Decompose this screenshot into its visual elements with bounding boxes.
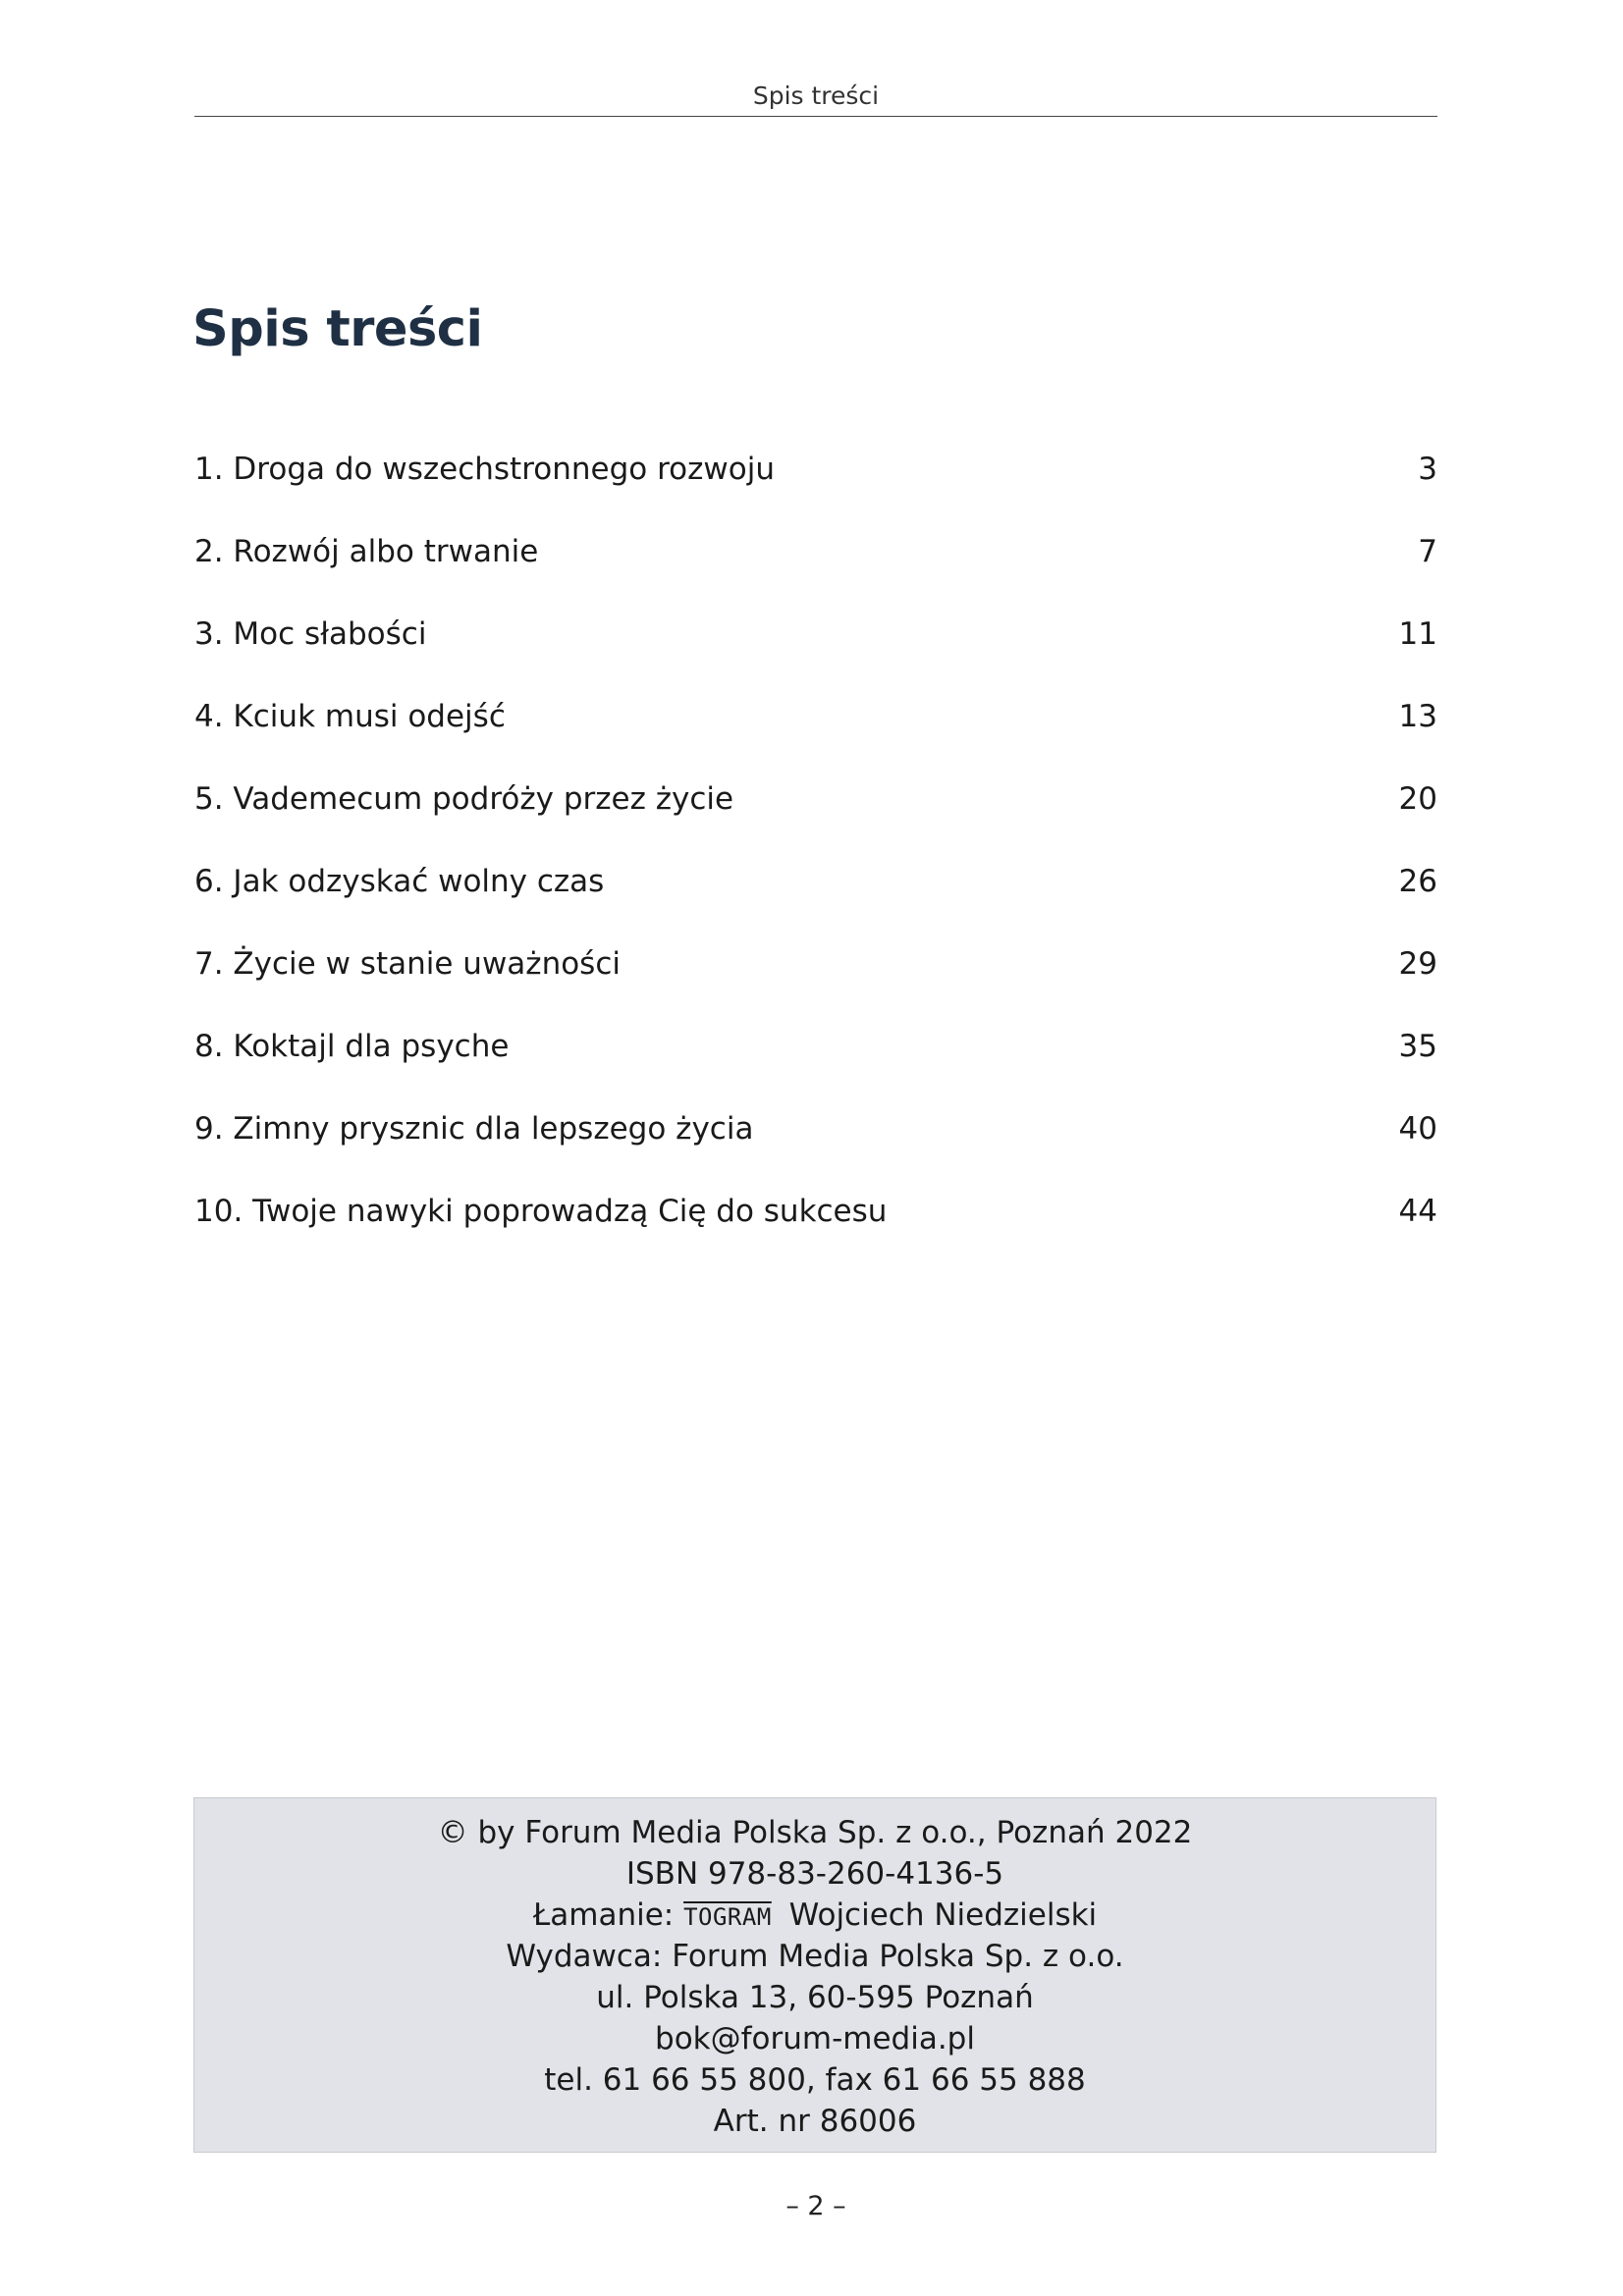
copyright-line: © by Forum Media Polska Sp. z o.o., Poznań 2022: [437, 1815, 1193, 1850]
togram-logo-text: TOGRAM: [683, 1903, 772, 1931]
toc-entry-page: 7: [1418, 534, 1437, 569]
toc-entry[interactable]: [194, 593, 1437, 675]
phone-line: tel. 61 66 55 800, fax 61 66 55 888: [544, 2062, 1086, 2098]
toc-entry-page: 26: [1398, 864, 1437, 899]
header-divider: [194, 116, 1437, 117]
page-title: Spis treści: [192, 300, 483, 358]
togram-logo: [683, 1896, 772, 1938]
toc-entry[interactable]: [194, 758, 1437, 840]
toc-entry[interactable]: [194, 1088, 1437, 1170]
toc-entry-title: 7. Życie w stanie uważności: [194, 946, 621, 982]
toc-entry[interactable]: [194, 1005, 1437, 1088]
isbn-line: ISBN 978-83-260-4136-5: [625, 1856, 1004, 1892]
email-line[interactable]: bok@forum-media.pl: [655, 2021, 975, 2056]
toc-entry-title: 1. Droga do wszechstronnego rozwoju: [194, 452, 775, 487]
toc-entry[interactable]: [194, 840, 1437, 923]
page-number: – 2 –: [785, 2191, 846, 2221]
typesetting-label: Łamanie:: [532, 1897, 675, 1933]
toc-entry-title: 5. Vademecum podróży przez życie: [194, 781, 734, 817]
toc-entry[interactable]: [194, 923, 1437, 1005]
toc-entry-page: 11: [1398, 616, 1437, 652]
toc-entry-page: 40: [1398, 1111, 1437, 1147]
toc-entry[interactable]: [194, 510, 1437, 593]
table-of-contents: [194, 428, 1437, 1253]
toc-entry-page: 3: [1418, 452, 1437, 487]
toc-entry-title: 8. Koktajl dla psyche: [194, 1029, 510, 1064]
toc-entry[interactable]: [194, 1170, 1437, 1253]
address-line: ul. Polska 13, 60-595 Poznań: [596, 1980, 1034, 2015]
toc-entry-title: 6. Jak odzyskać wolny czas: [194, 864, 605, 899]
typesetter-name: Wojciech Niedzielski: [788, 1897, 1098, 1933]
toc-entry[interactable]: [194, 675, 1437, 758]
toc-entry-title: 9. Zimny prysznic dla lepszego życia: [194, 1111, 754, 1147]
toc-entry[interactable]: [194, 428, 1437, 510]
toc-entry-title: 4. Kciuk musi odejść: [194, 699, 506, 734]
toc-entry-title: 2. Rozwój albo trwanie: [194, 534, 539, 569]
toc-entry-page: 44: [1398, 1194, 1437, 1229]
toc-entry-page: 29: [1398, 946, 1437, 982]
toc-entry-page: 35: [1398, 1029, 1437, 1064]
typesetting-line: [194, 1895, 1435, 1936]
toc-entry-page: 13: [1398, 699, 1437, 734]
toc-entry-page: 20: [1398, 781, 1437, 817]
colophon-box: [193, 1797, 1436, 2153]
article-number-line: Art. nr 86006: [713, 2104, 917, 2139]
toc-entry-title: 10. Twoje nawyki poprowadzą Cię do sukcesu: [194, 1194, 888, 1229]
toc-entry-title: 3. Moc słabości: [194, 616, 427, 652]
publisher-line: Wydawca: Forum Media Polska Sp. z o.o.: [506, 1939, 1124, 1974]
running-header: Spis treści: [752, 81, 880, 110]
